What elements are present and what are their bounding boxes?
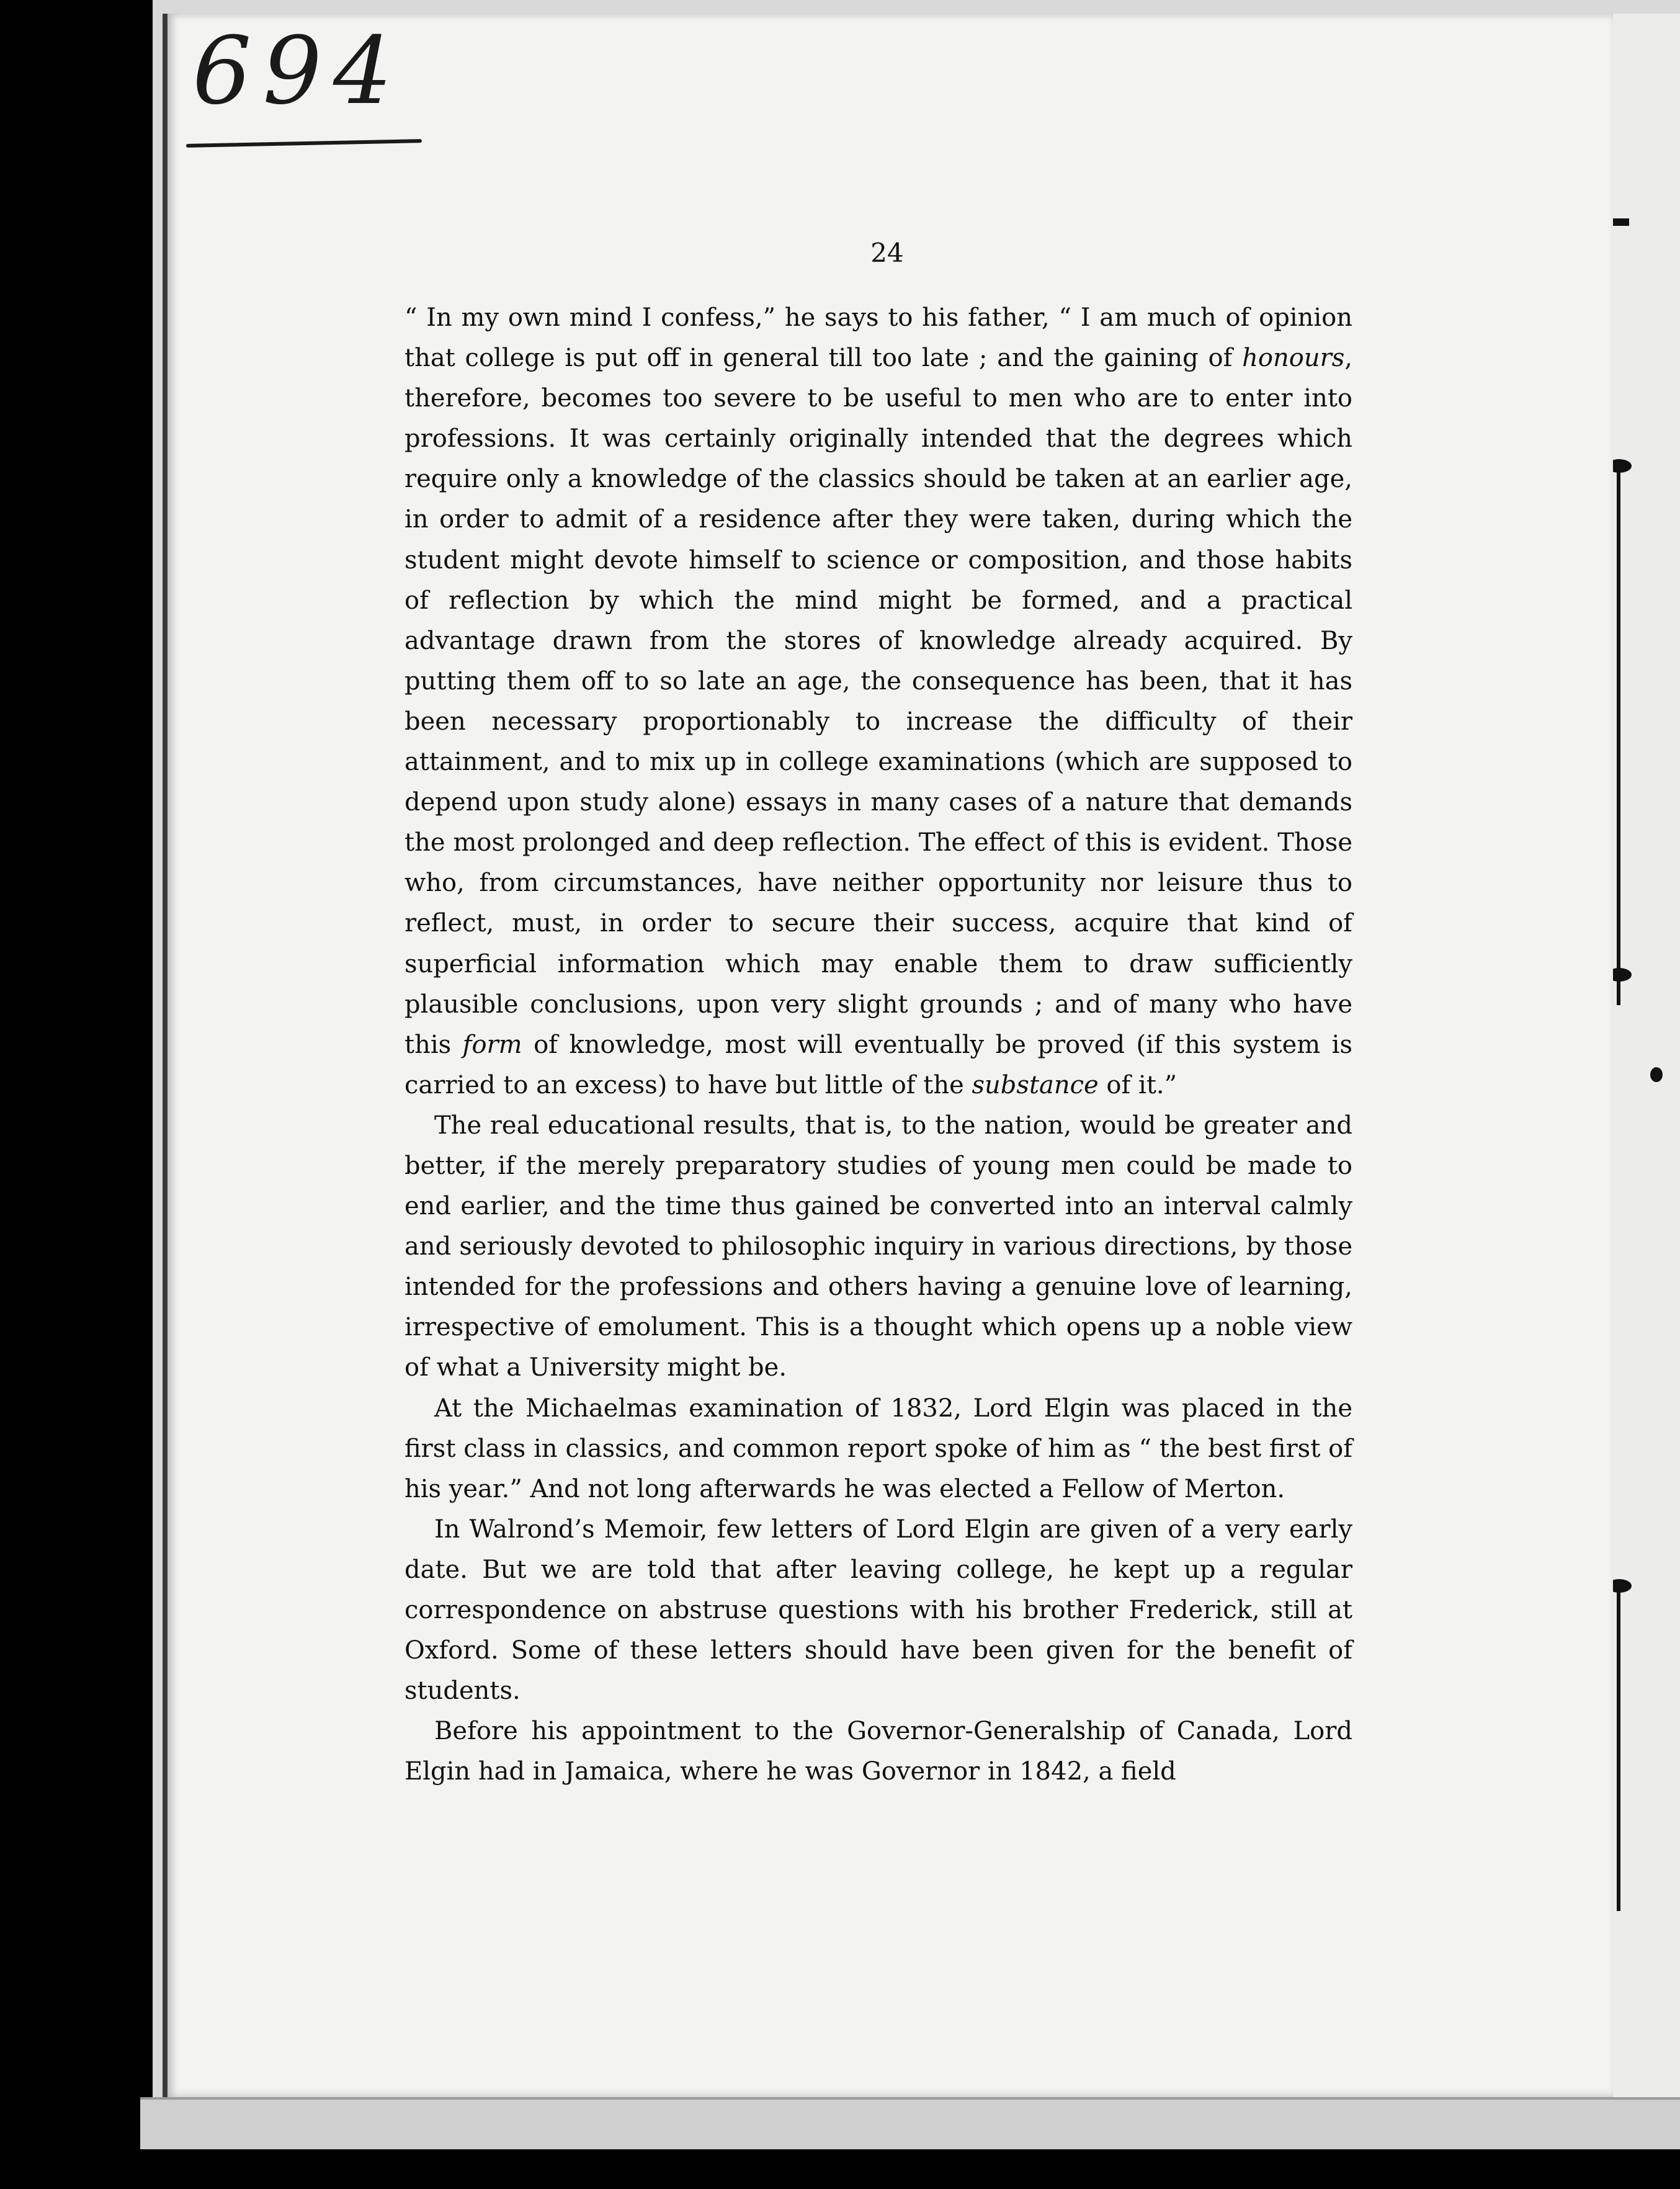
italic-text: honours [1242,344,1345,373]
italic-text: form [462,1030,522,1059]
text-segment: Before his appointment to the Governor-Generalship of Canada, Lord Elgin had in Jamaica, where he was Governor in 1842, a field [404,1717,1352,1786]
paragraph [404,1389,1352,1510]
binding-thread-upper [1617,459,1620,1005]
text-segment: of knowledge, most will eventually be proved (if this system is carried to an excess) to have but little of the [404,1030,1353,1099]
paragraph [404,1711,1352,1792]
text-segment: In Walrond’s Memoir, few letters of Lord Elgin are given of a very early date. But we are told that after leaving college, he kept up a regular correspondence on abstruse questions with his brother Frederick, still at Oxford. Some of these letters should have been given for the benefit of students. [404,1515,1352,1706]
paragraph [404,1106,1352,1389]
paragraph [404,1510,1352,1711]
text-segment: At the Michaelmas examination of 1832, Lord Elgin was placed in the first class in classics, and common report spoke of him as “ the best first of his year.” And not long afterwards he was elected a Fellow of Merton. [404,1394,1352,1503]
page-number: 24 [870,238,904,268]
text-segment: “ In my own mind I confess,” he says to his father, “ I am much of opinion that college is put off in general till too late ; and the gaining of [404,303,1352,373]
italic-text: substance [972,1070,1099,1099]
body-text [404,298,1352,1792]
text-segment: , therefore, becomes too severe to be useful to men who are to enter into professions. It was certainly originally intended that the degrees which require only a knowledge of the classics should be taken at an earlier age, in order to admit of a residence after they were taken, during which the student might devote himself to science or composition, and those habits of reflection by which the mind might be formed, and a practical advantage drawn from the stores of knowledge already acquired. By putting them off to so late an age, the consequence has been, that it has been necessary proportionably to increase the difficulty of their attainment, and to mix up in college examinations (which are supposed to depend upon study alone) essays in many cases of a nature that demands the most prolonged and deep reflection. The effect of this is evident. Those who, from circumstances, have neither opportunity nor leisure thus to reflect, must, in order to secure their success, acquire that kind of superficial information which may enable them to draw sufficiently plausible conclusions, upon very slight grounds ; and of many who have this [404,344,1352,1059]
page-bottom-edge [140,2097,1680,2149]
binding-mark [1650,1067,1663,1082]
handwritten-folio-number: 694 [192,17,404,125]
binding-thread-lower [1617,1588,1620,1911]
text-segment: of it.” [1098,1070,1177,1099]
paragraph [404,298,1352,1106]
text-segment: The real educational results, that is, to the nation, would be greater and better, if the merely preparatory studies of young men could be made to end earlier, and the time thus gained be converted into an interval calmly and seriously devoted to philosophic inquiry in various directions, by those intended for the professions and others having a genuine love of learning, irrespective of emolument. This is a thought which opens up a noble view of what a University might be. [404,1111,1352,1382]
